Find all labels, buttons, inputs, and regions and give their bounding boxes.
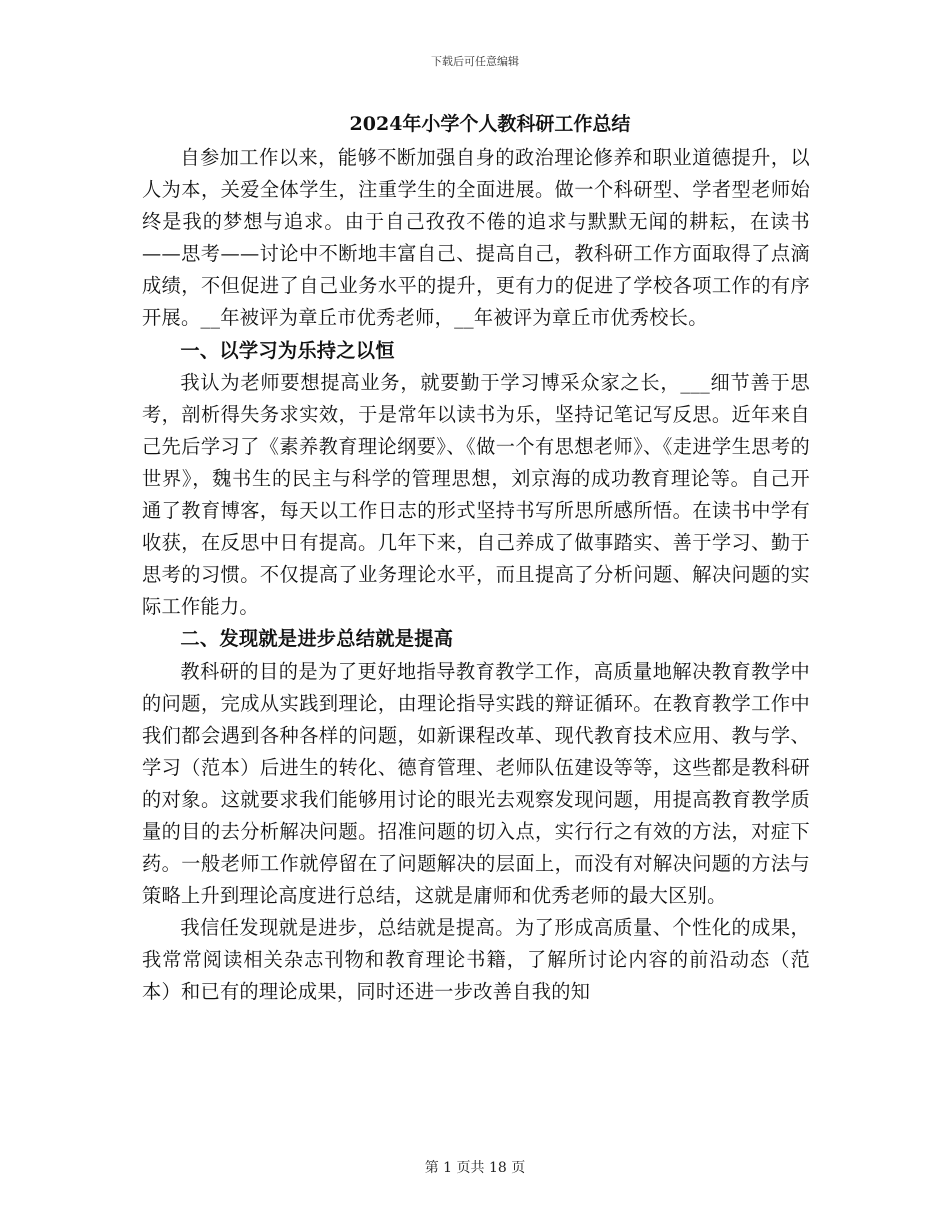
- header-note: 下载后可任意编辑: [431, 55, 519, 68]
- section-2-heading: 二、发现就是进步总结就是提高: [180, 627, 454, 651]
- page-footer: 第 1 页共 18 页: [424, 1160, 526, 1176]
- document-body: [142, 108, 810, 1009]
- intro-paragraph: 自参加工作以来，能够不断加强自身的政治理论修养和职业道德提升，以人为本，关爱全体学生，注重学生的全面进展。做一个科研型、学者型老师始终是我的梦想与追求。由于自己孜孜不倦的追求与默默无闻的耕耘，在读书——思考——讨论中不断地丰富自己、提高自己，教科研工作方面取得了点滴成绩，不但促进了自己业务水平的提升，更有力的促进了学校各项工作的有序开展。__年被评为章丘市优秀老师，__年被评为章丘市优秀校长。: [142, 146, 810, 330]
- section-1-heading: 一、以学习为乐持之以恒: [180, 338, 395, 362]
- section-2-paragraph-1: 教科研的目的是为了更好地指导教育教学工作，高质量地解决教育教学中的问题，完成从实践到理论，由理论指导实践的辩证循环。在教育教学工作中我们都会遇到各种各样的问题，如新课程改革、现代教育技术应用、教与学、学习（范本）后进生的转化、德育管理、老师队伍建设等等，这些都是教科研的对象。这就要求我们能够用讨论的眼光去观察发现问题，用提高教育教学质量的目的去分析解决问题。招准问题的切入点，实行行之有效的方法，对症下药。一般老师工作就停留在了问题解决的层面上，而没有对解决问题的方法与策略上升到理论高度进行总结，这就是庸师和优秀老师的最大区别。: [142, 659, 810, 908]
- section-1-paragraph: 我认为老师要想提高业务，就要勤于学习博采众家之长，___细节善于思考，剖析得失务求实效，于是常年以读书为乐，坚持记笔记写反思。近年来自己先后学习了《素养教育理论纲要》、《做一个有思想老师》、《走进学生思考的世界》，魏书生的民主与科学的管理思想，刘京海的成功教育理论等。自己开通了教育博客，每天以工作日志的形式坚持书写所思所感所悟。在读书中学有收获，在反思中日有提高。几年下来，自己养成了做事踏实、善于学习、勤于思考的习惯。不仅提高了业务理论水平，而且提高了分析问题、解决问题的实际工作能力。: [142, 370, 810, 619]
- document-title: 2024年小学个人教科研工作总结: [349, 113, 631, 135]
- section-2-paragraph-2: 我信任发现就是进步，总结就是提高。为了形成高质量、个性化的成果，我常常阅读相关杂志刊物和教育理论书籍，了解所讨论内容的前沿动态（范本）和已有的理论成果，同时还进一步改善自我的知: [142, 916, 810, 1004]
